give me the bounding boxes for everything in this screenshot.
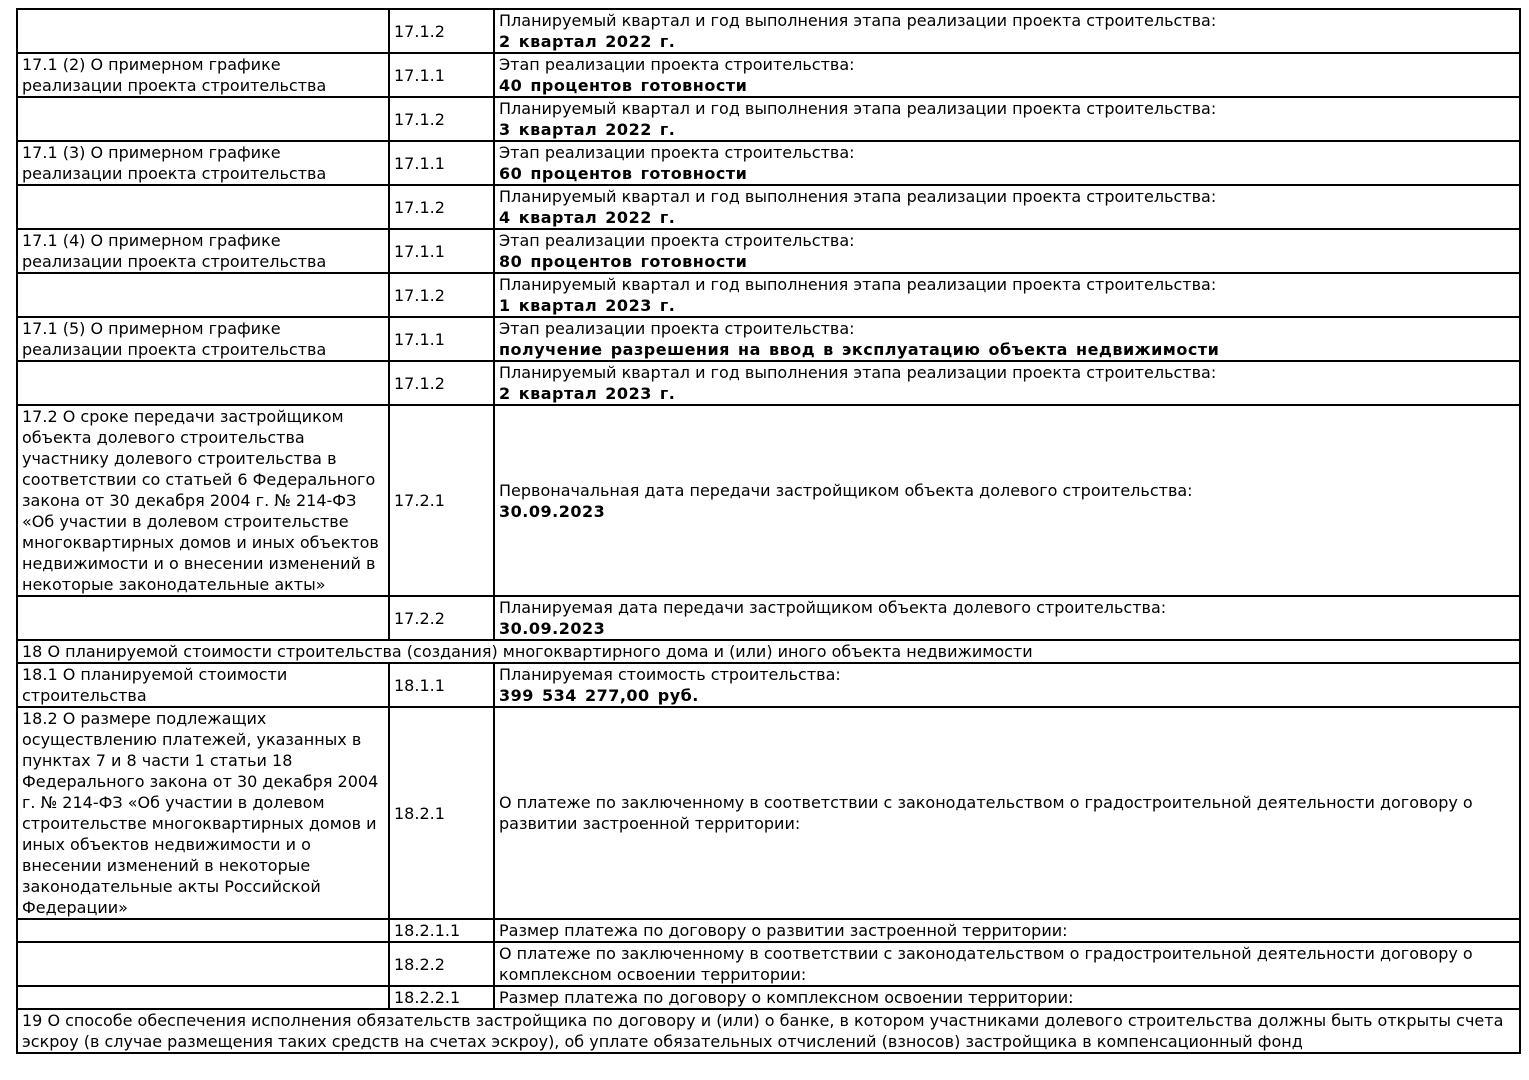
row-content-cell bbox=[494, 405, 1520, 596]
row-code-cell: 18.2.1.1 bbox=[389, 919, 494, 942]
field-label: Планируемый квартал и год выполнения этапа реализации проекта строительства: bbox=[499, 187, 1217, 206]
field-label: Планируемый квартал и год выполнения этапа реализации проекта строительства: bbox=[499, 363, 1217, 382]
row-code-cell: 17.1.2 bbox=[389, 361, 494, 405]
row-description-cell: 17.1 (4) О примерном графике реализации проекта строительства bbox=[17, 229, 389, 273]
row-content-cell bbox=[494, 273, 1520, 317]
row-code-cell: 18.2.2 bbox=[389, 942, 494, 986]
field-label: О платеже по заключенному в соответствии с законодательством о градостроительной деятельности договору о развитии застроенной территории: bbox=[499, 793, 1473, 833]
table-row bbox=[17, 97, 1520, 141]
field-label: Этап реализации проекта строительства: bbox=[499, 143, 855, 162]
row-code-cell: 17.2.2 bbox=[389, 596, 494, 640]
row-description-cell: 18.1 О планируемой стоимости строительства bbox=[17, 663, 389, 707]
field-value: получение разрешения на ввод в эксплуатацию объекта недвижимости bbox=[499, 340, 1220, 359]
table-row bbox=[17, 229, 1520, 273]
section-row bbox=[17, 640, 1520, 663]
row-description-cell bbox=[17, 97, 389, 141]
row-description-cell bbox=[17, 596, 389, 640]
row-description-cell: 17.1 (2) О примерном графике реализации проекта строительства bbox=[17, 53, 389, 97]
field-value: 60 процентов готовности bbox=[499, 164, 748, 183]
section-title: 18 О планируемой стоимости строительства (создания) многоквартирного дома и (или) иного объекта недвижимости bbox=[17, 640, 1520, 663]
row-content-cell bbox=[494, 707, 1520, 919]
row-code-cell: 17.1.2 bbox=[389, 273, 494, 317]
row-content-cell bbox=[494, 141, 1520, 185]
table-row bbox=[17, 317, 1520, 361]
row-code-cell: 18.1.1 bbox=[389, 663, 494, 707]
field-label: Этап реализации проекта строительства: bbox=[499, 55, 855, 74]
row-description-cell: 18.2 О размере подлежащих осуществлению платежей, указанных в пунктах 7 и 8 части 1 статьи 18 Федерального закона от 30 декабря 2004 г. № 214-ФЗ «Об участии в долевом строительстве многоквартирных домов и иных объектов недвижимости и о внесении изменений в некоторые законодательные акты Российской Федерации» bbox=[17, 707, 389, 919]
row-description-cell: 17.1 (5) О примерном графике реализации проекта строительства bbox=[17, 317, 389, 361]
field-label: Этап реализации проекта строительства: bbox=[499, 319, 855, 338]
declaration-table bbox=[16, 8, 1521, 1054]
field-label: Этап реализации проекта строительства: bbox=[499, 231, 855, 250]
row-content-cell bbox=[494, 919, 1520, 942]
field-value: 2 квартал 2022 г. bbox=[499, 32, 676, 51]
row-description-cell bbox=[17, 942, 389, 986]
table-row bbox=[17, 185, 1520, 229]
row-content-cell bbox=[494, 9, 1520, 53]
row-description-cell: 17.1 (3) О примерном графике реализации проекта строительства bbox=[17, 141, 389, 185]
field-value: 3 квартал 2022 г. bbox=[499, 120, 676, 139]
row-content-cell bbox=[494, 361, 1520, 405]
row-description-cell bbox=[17, 919, 389, 942]
table-row bbox=[17, 986, 1520, 1009]
row-description-cell bbox=[17, 185, 389, 229]
row-code-cell: 17.1.1 bbox=[389, 141, 494, 185]
field-value: 30.09.2023 bbox=[499, 619, 606, 638]
field-label: Планируемая стоимость строительства: bbox=[499, 665, 841, 684]
field-label: Планируемый квартал и год выполнения этапа реализации проекта строительства: bbox=[499, 11, 1217, 30]
row-content-cell bbox=[494, 317, 1520, 361]
field-value: 399 534 277,00 руб. bbox=[499, 686, 699, 705]
row-content-cell bbox=[494, 596, 1520, 640]
row-content-cell bbox=[494, 97, 1520, 141]
row-code-cell: 17.1.2 bbox=[389, 9, 494, 53]
field-label: О платеже по заключенному в соответствии с законодательством о градостроительной деятельности договору о комплексном освоении территории: bbox=[499, 944, 1473, 984]
table-row bbox=[17, 942, 1520, 986]
field-label: Планируемый квартал и год выполнения этапа реализации проекта строительства: bbox=[499, 99, 1217, 118]
table-row bbox=[17, 919, 1520, 942]
section-title: 19 О способе обеспечения исполнения обязательств застройщика по договору и (или) о банке, в котором участниками долевого строительства должны быть открыты счета эскроу (в случае размещения таких средств на счетах эскроу), об уплате обязательных отчислений (взносов) застройщика в компенсационный фонд bbox=[17, 1009, 1520, 1053]
row-code-cell: 18.2.1 bbox=[389, 707, 494, 919]
row-description-cell bbox=[17, 273, 389, 317]
field-value: 4 квартал 2022 г. bbox=[499, 208, 676, 227]
row-code-cell: 17.2.1 bbox=[389, 405, 494, 596]
table-row bbox=[17, 273, 1520, 317]
row-description-cell: 17.2 О сроке передачи застройщиком объекта долевого строительства участнику долевого строительства в соответствии со статьей 6 Федерального закона от 30 декабря 2004 г. № 214-ФЗ «Об участии в долевом строительстве многоквартирных домов и иных объектов недвижимости и о внесении изменений в некоторые законодательные акты» bbox=[17, 405, 389, 596]
table-row bbox=[17, 53, 1520, 97]
table-row bbox=[17, 663, 1520, 707]
row-code-cell: 17.1.2 bbox=[389, 185, 494, 229]
row-code-cell: 17.1.1 bbox=[389, 229, 494, 273]
field-value: 2 квартал 2023 г. bbox=[499, 384, 676, 403]
section-row bbox=[17, 1009, 1520, 1053]
row-content-cell bbox=[494, 986, 1520, 1009]
table-row bbox=[17, 141, 1520, 185]
row-code-cell: 17.1.2 bbox=[389, 97, 494, 141]
row-code-cell: 17.1.1 bbox=[389, 53, 494, 97]
field-value: 30.09.2023 bbox=[499, 501, 606, 521]
table-row bbox=[17, 707, 1520, 919]
row-description-cell bbox=[17, 361, 389, 405]
declaration-table-body bbox=[17, 9, 1520, 1053]
row-content-cell bbox=[494, 663, 1520, 707]
table-row bbox=[17, 405, 1520, 596]
field-label: Первоначальная дата передачи застройщиком объекта долевого строительства: bbox=[499, 480, 1193, 500]
field-label: Планируемый квартал и год выполнения этапа реализации проекта строительства: bbox=[499, 275, 1217, 294]
table-row bbox=[17, 9, 1520, 53]
table-row bbox=[17, 361, 1520, 405]
row-content-cell bbox=[494, 942, 1520, 986]
field-label: Планируемая дата передачи застройщиком объекта долевого строительства: bbox=[499, 598, 1167, 617]
table-row bbox=[17, 596, 1520, 640]
field-label: Размер платежа по договору о комплексном освоении территории: bbox=[499, 988, 1074, 1007]
row-description-cell bbox=[17, 9, 389, 53]
field-value: 1 квартал 2023 г. bbox=[499, 296, 676, 315]
field-value: 80 процентов готовности bbox=[499, 252, 748, 271]
row-code-cell: 18.2.2.1 bbox=[389, 986, 494, 1009]
row-description-cell bbox=[17, 986, 389, 1009]
field-label: Размер платежа по договору о развитии застроенной территории: bbox=[499, 921, 1068, 940]
field-value: 40 процентов готовности bbox=[499, 76, 748, 95]
row-content-cell bbox=[494, 185, 1520, 229]
row-content-cell bbox=[494, 229, 1520, 273]
row-content-cell bbox=[494, 53, 1520, 97]
row-code-cell: 17.1.1 bbox=[389, 317, 494, 361]
